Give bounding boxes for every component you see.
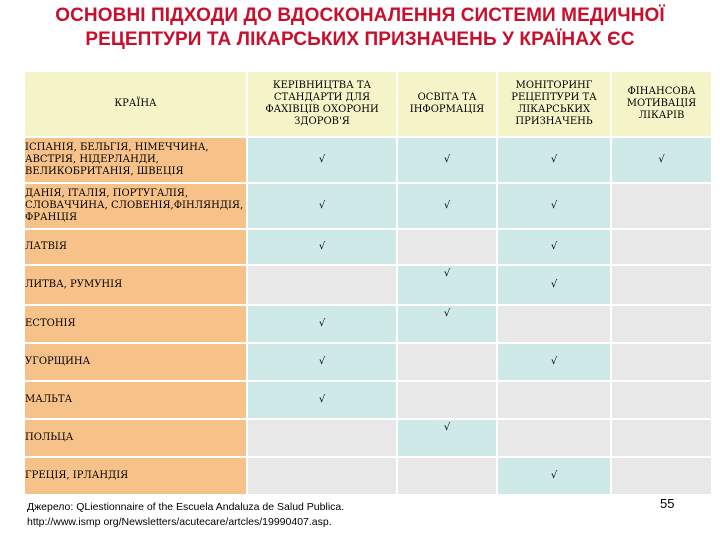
check-cell <box>398 138 496 182</box>
empty-cell <box>248 420 396 456</box>
check-cell <box>612 138 711 182</box>
check-cell <box>398 184 496 228</box>
empty-cell <box>498 306 610 342</box>
check-cell <box>498 230 610 264</box>
country-cell: ГРЕЦІЯ, ІРЛАНДІЯ <box>25 458 246 494</box>
check-cell <box>498 266 610 304</box>
checkmark-icon: √ <box>318 241 326 252</box>
empty-cell <box>498 420 610 456</box>
checkmark-icon: √ <box>658 154 665 165</box>
table-row <box>25 382 711 418</box>
country-cell: УГОРЩИНА <box>25 344 246 380</box>
table-row <box>25 344 711 380</box>
header-guidelines: КЕРІВНИЦТВА ТА СТАНДАРТИ ДЛЯ ФАХІВЦІВ ОХОРОНИ ЗДОРОВ'Я <box>248 72 396 136</box>
checkmark-icon: √ <box>318 154 326 165</box>
country-cell: ІСПАНІЯ, БЕЛЬГІЯ, НІМЕЧЧИНА, АВСТРІЯ, НІДЕРЛАНДИ, ВЕЛИКОБРИТАНІЯ, ШВЕЦІЯ <box>25 138 246 182</box>
checkmark-icon: √ <box>443 422 451 433</box>
checkmark-icon: √ <box>443 154 451 165</box>
header-monitoring: МОНІТОРИНГ РЕЦЕПТУРИ ТА ЛІКАРСЬКИХ ПРИЗНАЧЕНЬ <box>498 72 610 136</box>
table-row <box>25 266 711 304</box>
table-row <box>25 230 711 264</box>
check-cell <box>498 184 610 228</box>
header-country: КРАЇНА <box>25 72 246 136</box>
header-financial-motivation: ФІНАНСОВА МОТИВАЦІЯ ЛІКАРІВ <box>612 72 711 136</box>
checkmark-icon: √ <box>550 356 558 367</box>
checkmark-icon: √ <box>443 308 451 319</box>
source-line-1: Джерело: QLiestionnaire of the Escuela Andaluza de Salud Publica. <box>27 501 345 513</box>
empty-cell <box>612 230 711 264</box>
empty-cell <box>498 382 610 418</box>
check-cell <box>248 306 396 342</box>
page-number: 55 <box>660 496 675 511</box>
header-education: ОСВІТА ТА ІНФОРМАЦІЯ <box>398 72 496 136</box>
empty-cell <box>248 266 396 304</box>
checkmark-icon: √ <box>443 200 451 211</box>
slide-title-line-1: ОСНОВНІ ПІДХОДИ ДО ВДОСКОНАЛЕННЯ СИСТЕМИ МЕДИЧНОЇ <box>55 5 665 26</box>
check-cell <box>248 382 396 418</box>
checkmark-icon: √ <box>318 394 326 405</box>
empty-cell <box>248 458 396 494</box>
check-cell <box>398 420 496 456</box>
table-header-row <box>25 72 711 136</box>
check-cell <box>498 344 610 380</box>
empty-cell <box>398 458 496 494</box>
checkmark-icon: √ <box>550 154 558 165</box>
empty-cell <box>612 184 711 228</box>
checkmark-icon: √ <box>318 200 326 211</box>
country-cell: ЛИТВА, РУМУНІЯ <box>25 266 246 304</box>
empty-cell <box>398 344 496 380</box>
empty-cell <box>612 458 711 494</box>
checkmark-icon: √ <box>550 200 558 211</box>
table-row <box>25 306 711 342</box>
slide-title-line-2: РЕЦЕПТУРИ ТА ЛІКАРСЬКИХ ПРИЗНАЧЕНЬ У КРАЇНАХ ЄС <box>85 29 635 50</box>
country-cell: ЛАТВІЯ <box>25 230 246 264</box>
source-note <box>27 500 344 530</box>
check-cell <box>498 138 610 182</box>
check-cell <box>248 138 396 182</box>
checkmark-icon: √ <box>550 241 558 252</box>
check-cell <box>248 230 396 264</box>
checkmark-icon: √ <box>318 318 326 329</box>
table-body <box>25 138 711 494</box>
source-line-2: http://www.ismp org/Newsletters/acutecare/artcles/19990407.asp. <box>27 516 332 528</box>
empty-cell <box>612 382 711 418</box>
empty-cell <box>398 382 496 418</box>
empty-cell <box>612 420 711 456</box>
check-cell <box>398 266 496 304</box>
checkmark-icon: √ <box>318 356 326 367</box>
check-cell <box>248 344 396 380</box>
table-row <box>25 138 711 182</box>
check-cell <box>498 458 610 494</box>
table-row <box>25 184 711 228</box>
empty-cell <box>612 266 711 304</box>
checkmark-icon: √ <box>550 470 558 481</box>
slide-title <box>0 4 720 52</box>
checkmark-icon: √ <box>550 279 558 290</box>
empty-cell <box>398 230 496 264</box>
comparison-table <box>23 70 713 496</box>
table-row <box>25 458 711 494</box>
checkmark-icon: √ <box>443 268 451 279</box>
country-cell: ПОЛЬЦА <box>25 420 246 456</box>
check-cell <box>398 306 496 342</box>
table-row <box>25 420 711 456</box>
check-cell <box>248 184 396 228</box>
country-cell: ДАНІЯ, ІТАЛІЯ, ПОРТУГАЛІЯ, СЛОВАЧЧИНА, СЛОВЕНІЯ,ФІНЛЯНДІЯ, ФРАНЦІЯ <box>25 184 246 228</box>
empty-cell <box>612 344 711 380</box>
empty-cell <box>612 306 711 342</box>
country-cell: МАЛЬТА <box>25 382 246 418</box>
country-cell: ЕСТОНІЯ <box>25 306 246 342</box>
